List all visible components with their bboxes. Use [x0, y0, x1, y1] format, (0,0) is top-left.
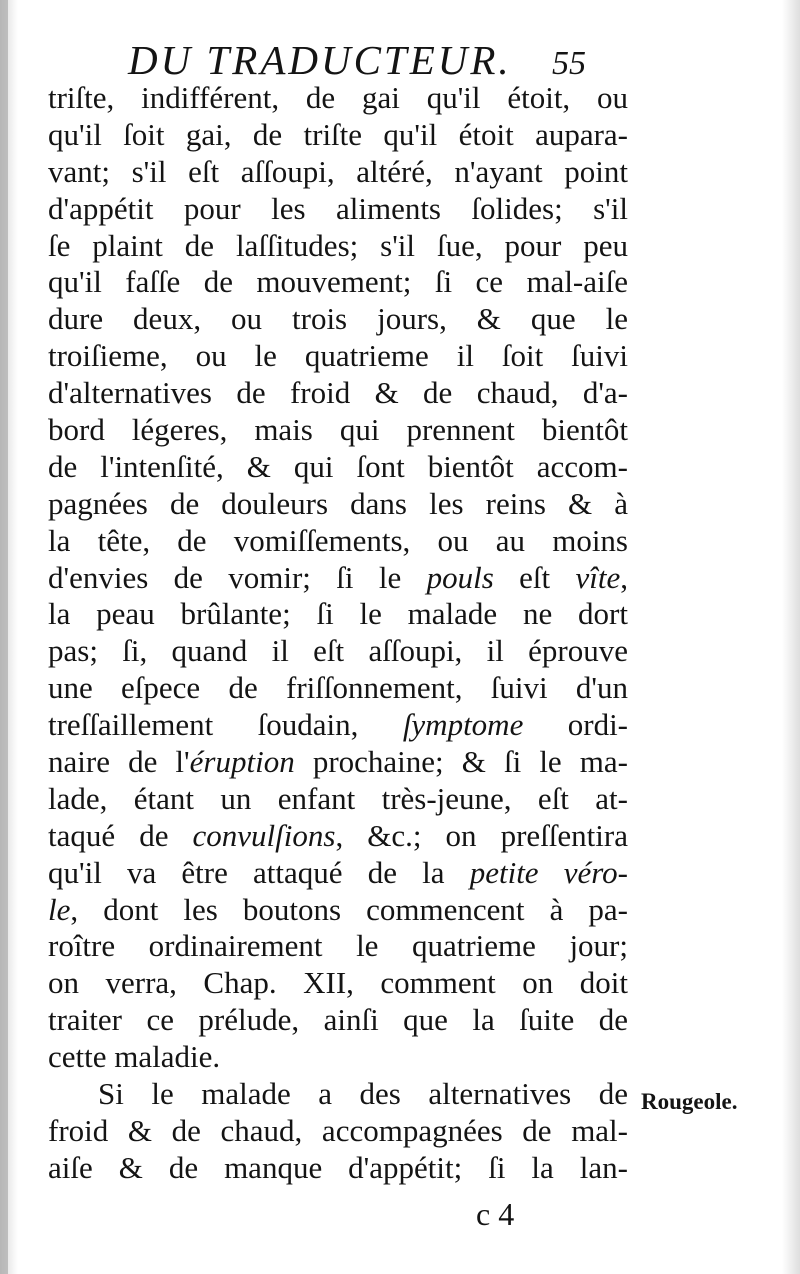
text-line: aiſe & de manque d'appétit; ſi la lan- [48, 1149, 628, 1185]
text-line [48, 818, 628, 855]
text-line: cette maladie. [48, 1039, 221, 1075]
text-segment: naire de l' [48, 744, 190, 780]
text-line [48, 892, 628, 929]
text-line: dure deux, ou trois jours, & que le [48, 301, 628, 337]
text-line: triſte, indifférent, de gai qu'il étoit, ou [48, 80, 628, 115]
text-line: bord légeres, mais qui prennent bientôt [48, 412, 628, 448]
text-line: qu'il ſoit gai, de triſte qu'il étoit aupara- [48, 116, 628, 152]
italic-term: pouls [426, 559, 494, 595]
running-head: DU TRADUCTEUR. [128, 37, 512, 83]
text-line [48, 855, 628, 892]
text-line: d'appétit pour les aliments ſolides; s'il [48, 190, 628, 226]
italic-term: vîte [575, 559, 621, 595]
text-segment: d'envies de vomir; ſi le [48, 559, 427, 595]
text-line: qu'il faſſe de mouvement; ſi ce mal-aiſe [48, 264, 628, 300]
text-line: la peau brûlante; ſi le malade ne dort [48, 596, 628, 632]
text-line: on verra, Chap. XII, comment on doit [48, 965, 628, 1001]
italic-term: petite véro- [469, 854, 628, 890]
page-gutter-shadow [0, 0, 8, 1274]
text-segment: treſſaillement ſoudain, [48, 707, 403, 743]
text-line: de l'intenſité, & qui ſont bientôt accom- [48, 448, 628, 484]
italic-term: convulſions [192, 817, 336, 853]
text-segment: taqué de [48, 817, 193, 853]
text-line [48, 744, 628, 781]
text-line: vant; s'il eſt aſſoupi, altéré, n'ayant point [48, 153, 628, 189]
margin-note: Rougeole. [641, 1089, 738, 1114]
text-line: d'alternatives de froid & de chaud, d'a- [48, 375, 628, 411]
text-segment: , &c.; on preſſentira [335, 817, 628, 853]
text-segment: qu'il va être attaqué de la [48, 854, 470, 890]
text-segment: , dont les boutons commencent à pa- [70, 891, 628, 927]
text-segment: ordi- [523, 707, 629, 743]
text-segment: , [620, 559, 628, 595]
text-line: Si le malade a des alternatives de [98, 1076, 628, 1112]
text-line: pas; ſi, quand il eſt aſſoupi, il éprouve [48, 633, 628, 669]
text-line: roître ordinairement le quatrieme jour; [48, 928, 628, 964]
text-line: pagnées de douleurs dans les reins & à [48, 485, 628, 521]
italic-term: éruption [189, 744, 295, 780]
body-text [48, 80, 628, 1187]
text-line: la tête, de vomiſſements, ou au moins [48, 522, 628, 558]
text-line: une eſpece de friſſonnement, ſuivi d'un [48, 670, 628, 706]
italic-term: le [48, 891, 71, 927]
page-header [128, 36, 628, 84]
text-line: lade, étant un enfant très-jeune, eſt at- [48, 780, 628, 816]
text-line: traiter ce prélude, ainſi que la ſuite de [48, 1002, 628, 1038]
italic-term: ſymptome [402, 707, 524, 743]
signature-mark: c 4 [476, 1196, 515, 1232]
text-line [48, 560, 628, 597]
text-segment: prochaine; & ſi le ma- [294, 744, 628, 780]
text-line: ſe plaint de laſſitudes; s'il ſue, pour peu [48, 227, 628, 263]
text-line: troiſieme, ou le quatrieme il ſoit ſuivi [48, 338, 628, 374]
text-segment: eſt [493, 559, 576, 595]
text-line: froid & de chaud, accompagnées de mal- [48, 1112, 628, 1148]
page-number: 55 [552, 45, 586, 82]
text-line [48, 707, 628, 744]
